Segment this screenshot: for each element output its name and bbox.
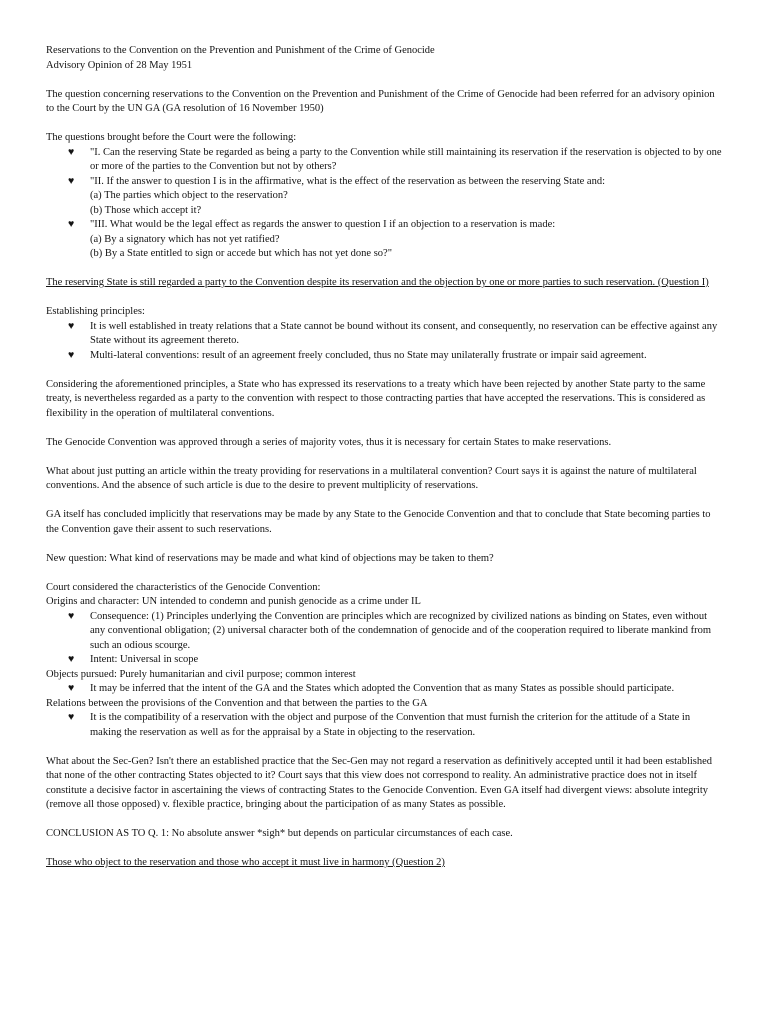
majority-paragraph: The Genocide Convention was approved through a series of majority votes, thus it is necessary for certain States to make reservations. bbox=[46, 436, 612, 448]
principle-text: It is well established in treaty relations that a State cannot be bound without its consent, and consequently, no reservation can be effective against any State without its agreement thereto. bbox=[90, 320, 718, 346]
heart-bullet-icon: ♥ bbox=[68, 610, 75, 622]
ga-paragraph: GA itself has concluded implicitly that reservations may be made by any State to the Genocide Convention and that to conclude that State becoming parties to the Convention gave their assent to such reservations. bbox=[46, 509, 711, 535]
new-question-paragraph: New question: What kind of reservations may be made and what kind of objections may be taken to them? bbox=[46, 552, 494, 564]
question-2a: (a) The parties which object to the reservation? bbox=[90, 190, 288, 201]
questions-list bbox=[46, 146, 724, 262]
article-paragraph: What about just putting an article within the treaty providing for reservations in a multilateral convention? Court says it is against the nature of multilateral conventions. And the absence of such article is due to the desire to prevent multiplicity of reservations. bbox=[46, 465, 697, 491]
objects-item-text: It may be inferred that the intent of the GA and the States which adopted the Convention that as many States as possible should participate. bbox=[90, 683, 675, 694]
question-3b: (b) By a State entitled to sign or accede but which has not yet done so?" bbox=[90, 248, 392, 259]
principles-lead: Establishing principles: bbox=[46, 306, 145, 317]
origins-item-text: Intent: Universal in scope bbox=[90, 654, 199, 665]
characteristics-lead: Court considered the characteristics of the Genocide Convention: bbox=[46, 581, 321, 593]
holding-question-2: Those who object to the reservation and those who accept it must live in harmony (Question 2) bbox=[46, 857, 445, 868]
questions-lead: The questions brought before the Court were the following: bbox=[46, 132, 297, 143]
origins-list bbox=[46, 610, 724, 668]
holding-question-1: The reserving State is still regarded a party to the Convention despite its reservation and the objection by one or more parties to such reservation. (Question I) bbox=[46, 277, 709, 288]
origins-heading: Origins and character: UN intended to condemn and punish genocide as a crime under IL bbox=[46, 596, 421, 607]
heart-bullet-icon: ♥ bbox=[68, 219, 75, 230]
question-3: "III. What would be the legal effect as regards the answer to question I if an objection to a reservation is made: bbox=[90, 219, 556, 230]
heart-bullet-icon: ♥ bbox=[68, 349, 75, 361]
list-item bbox=[68, 349, 724, 364]
list-item bbox=[68, 711, 724, 740]
heart-bullet-icon: ♥ bbox=[68, 683, 75, 694]
origins-item-text: Consequence: (1) Principles underlying the Convention are principles which are recognized by civilized nations as binding on States, even without any conventional obligation; (2) universal character both of the condemnation of genocide and of the cooperation required to liberate mankind from such an odious scourge. bbox=[90, 610, 712, 651]
list-item bbox=[68, 175, 724, 219]
conclusion-q1: CONCLUSION AS TO Q. 1: No absolute answer *sigh* but depends on particular circumstances of each case. bbox=[46, 828, 513, 839]
relations-item-text: It is the compatibility of a reservation with the object and purpose of the Convention that must furnish the criterion for the attitude of a State in making the reservation as well as for the appraisal by a State in objecting to the reservation. bbox=[90, 712, 691, 738]
question-3a: (a) By a signatory which has not yet ratified? bbox=[90, 233, 280, 245]
relations-list bbox=[46, 711, 724, 740]
list-item bbox=[68, 682, 724, 697]
considering-paragraph: Considering the aforementioned principles, a State who has expressed its reservations to a treaty which have been rejected by another State party to the same treaty, is nevertheless regarded as a party to the convention with respect to those contracting parties that have accepted the reservations. This is considered as flexibility in the operation of multilateral conventions. bbox=[46, 378, 706, 419]
secgen-paragraph: What about the Sec-Gen? Isn't there an established practice that the Sec-Gen may not regard a reservation as definitively accepted until it had been established that none of the other contracting States objected to it? Court says that this view does not correspond to reality. An administrative practice does not in itself constitute a decisive factor in ascertaining the views of contracting States to the Genocide Convention. Even GA itself had divergent views: absolute integrity (remove all those opposed) v. flexible practice, bringing about the participation of as many States as possible. bbox=[46, 755, 713, 810]
heart-bullet-icon: ♥ bbox=[68, 654, 75, 665]
objects-list bbox=[46, 682, 724, 697]
question-2b: (b) Those which accept it? bbox=[90, 204, 202, 216]
list-item bbox=[68, 653, 724, 668]
heart-bullet-icon: ♥ bbox=[68, 712, 75, 723]
document-subtitle: Advisory Opinion of 28 May 1951 bbox=[46, 59, 193, 71]
list-item bbox=[68, 218, 724, 262]
list-item bbox=[68, 146, 724, 175]
principles-list bbox=[46, 320, 724, 364]
relations-heading: Relations between the provisions of the Convention and that between the parties to the GA bbox=[46, 697, 428, 709]
question-2: "II. If the answer to question I is in the affirmative, what is the effect of the reservation as between the reserving State and: bbox=[90, 175, 606, 187]
heart-bullet-icon: ♥ bbox=[68, 175, 75, 187]
heart-bullet-icon: ♥ bbox=[68, 320, 75, 332]
list-item bbox=[68, 320, 724, 349]
list-item bbox=[68, 610, 724, 654]
document-title: Reservations to the Convention on the Prevention and Punishment of the Crime of Genocide bbox=[46, 45, 435, 56]
question-1: "I. Can the reserving State be regarded as being a party to the Convention while still maintaining its reservation if the reservation is objected to by one or more of the parties to the Convention but not by others? bbox=[90, 146, 722, 172]
intro-paragraph: The question concerning reservations to the Convention on the Prevention and Punishment of the Crime of Genocide had been referred for an advisory opinion to the Court by the UN GA (GA resolution of 16 November 1950) bbox=[46, 88, 715, 114]
principle-text: Multi-lateral conventions: result of an agreement freely concluded, thus no State may unilaterally frustrate or impair said agreement. bbox=[90, 349, 647, 361]
heart-bullet-icon: ♥ bbox=[68, 146, 75, 158]
objects-heading: Objects pursued: Purely humanitarian and civil purpose; common interest bbox=[46, 668, 356, 680]
